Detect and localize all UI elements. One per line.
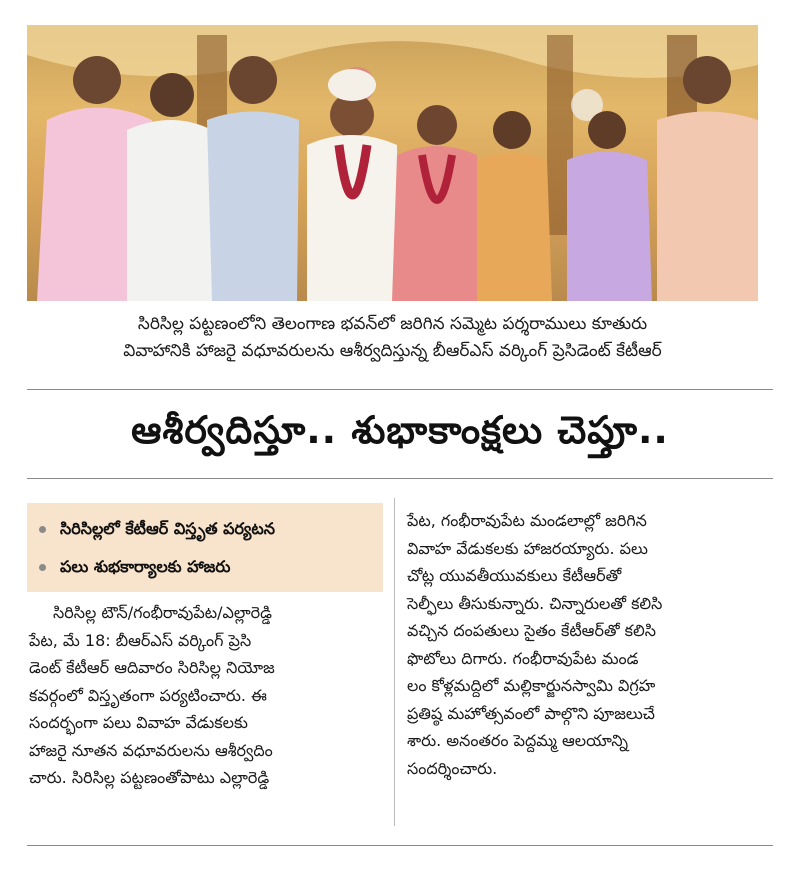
highlight-text: పలు శుభకార్యాలకు హాజరు	[60, 557, 231, 576]
body-line: సెల్ఫీలు తీసుకున్నారు. చిన్నారులతో కలిసి	[407, 593, 663, 613]
body-line: వివాహ వేడుకలకు హాజరయ్యారు. పలు	[407, 538, 648, 558]
body-line: సందర్భంగా పలు వివాహ వేడుకలకు	[29, 713, 248, 732]
body-line: సిరిసిల్ల టౌన్/గంభీరావుపేట/ఎల్లారెడ్డి	[53, 603, 272, 622]
photo-caption	[27, 311, 758, 365]
body-line: ఫొటోలు దిగారు. గంభీరావుపేట మండ	[407, 648, 639, 668]
body-line: పేట, గంభీరావుపేట మండలాల్లో జరిగిన	[407, 511, 647, 530]
body-line: కవర్గంలో విస్తృతంగా పర్యటించారు. ఈ	[29, 685, 267, 705]
body-column-left	[29, 599, 383, 792]
person-6	[477, 111, 552, 301]
body-line: పేట, మే 18: బీఆర్‌ఎస్ వర్కింగ్ ప్రెసి	[29, 630, 252, 650]
column-divider	[394, 498, 395, 826]
highlight-text: సిరిసిల్లలో కేటీఆర్ విస్తృత పర్యటన	[60, 519, 275, 538]
bottom-divider	[27, 845, 773, 846]
person-groom	[307, 69, 399, 301]
news-photo	[27, 25, 758, 301]
person-bride	[392, 105, 487, 301]
highlight-item	[39, 517, 275, 541]
article-headline: ఆశీర్వదిస్తూ.. శుభాకాంక్షలు చెప్తూ..	[131, 408, 669, 452]
caption-line-1: సిరిసిల్ల పట్టణంలోని తెలంగాణ భవన్‌లో జరిగిన సమ్మెట పర్శరాములు కూతురు	[137, 314, 648, 334]
top-divider	[27, 389, 773, 390]
body-line: చారు. సిరిసిల్ల పట్టణంతోపాటు ఎల్లారెడ్డి	[29, 768, 270, 787]
body-line: సందర్శించారు.	[407, 758, 498, 778]
person-7	[567, 111, 652, 301]
highlight-item	[39, 555, 230, 579]
body-line: డెంట్ కేటీఆర్ ఆదివారం సిరిసిల్ల నియోజ	[29, 658, 275, 677]
wedding-group-photo	[27, 25, 758, 301]
body-line: హాజరై నూతన వధూవరులను ఆశీర్వదిం	[29, 740, 273, 760]
highlights-box	[27, 503, 383, 592]
body-line: వచ్చిన దంపతులు సైతం కేటీఆర్‌తో కలిసి	[407, 621, 656, 640]
headline-divider	[27, 478, 773, 479]
caption-line-2: వివాహానికి హాజరై వధూవరులను ఆశీర్వదిస్తున్న బీఆర్‌ఎస్ వర్కింగ్ ప్రెసిడెంట్ కేటీఆర్	[123, 341, 662, 361]
body-column-right	[407, 507, 757, 782]
body-line: లం కోళ్లమద్దిలో మల్లికార్జునస్వామి విగ్రహ	[407, 676, 656, 695]
bullet-icon	[39, 526, 46, 533]
body-line: శారు. అనంతరం పెద్దమ్మ ఆలయాన్ని	[407, 731, 629, 750]
bullet-icon	[39, 564, 46, 571]
body-line: చోట్ల యువతీయువకులు కేటీఆర్‌తో	[407, 566, 622, 585]
body-line: ప్రతిష్ఠ మహోత్సవంలో పాల్గొని పూజలుచే	[407, 703, 655, 723]
